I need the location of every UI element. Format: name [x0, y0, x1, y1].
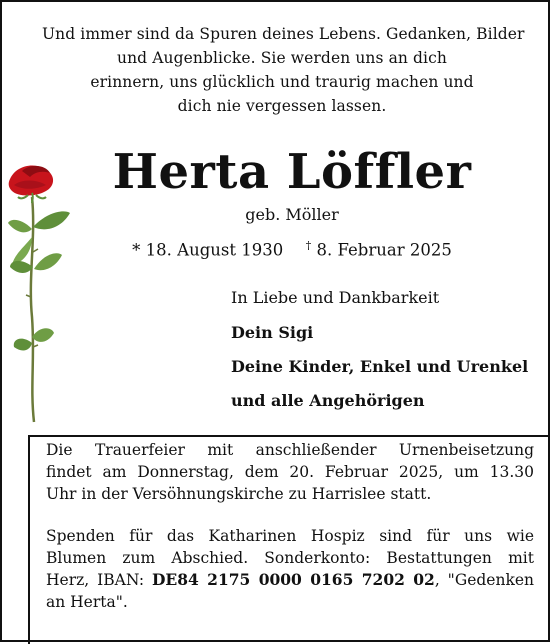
birth-date: 18. August 1930: [145, 240, 284, 260]
deceased-name: Herta Löffler: [112, 144, 472, 200]
iban-label: Herz, IBAN:: [46, 571, 152, 589]
iban-number: DE84 2175 0000 0165 7202 02: [151, 570, 435, 589]
life-dates: [92, 234, 492, 263]
funeral-line: findet am Donnerstag, dem 20. Februar 2025, um 13.30: [46, 463, 534, 481]
poem-line: und Augenblicke. Sie werden uns an dich: [117, 49, 447, 67]
funeral-line: Uhr in der Versöhnungskirche zu Harrislee statt.: [46, 485, 432, 503]
mourner-name: Deine Kinder, Enkel und Urenkel: [231, 357, 529, 376]
memorial-poem: [42, 22, 525, 118]
mourners-block: [231, 287, 531, 423]
donation-line: Blumen zum Abschied. Sonderkonto: Bestattungen mit: [46, 549, 534, 567]
donation-line: an Herta".: [46, 593, 128, 611]
mourner-name: und alle Angehörigen: [231, 391, 425, 410]
poem-line: Und immer sind da Spuren deines Lebens. Gedanken, Bilder: [42, 25, 525, 43]
funeral-info: [46, 439, 534, 505]
mourners-intro: In Liebe und Dankbarkeit: [231, 288, 440, 307]
divider-line: [28, 435, 550, 437]
divider-line-vertical: [28, 435, 30, 644]
donation-reference: , "Gedenken: [434, 571, 534, 589]
birth-name: geb. Möller: [245, 205, 339, 224]
poem-line: erinnern, uns glücklich und traurig machen und: [90, 73, 474, 91]
donation-line: Spenden für das Katharinen Hospiz sind für uns wie: [46, 527, 534, 545]
poem-line: dich nie vergessen lassen.: [177, 97, 387, 115]
birth-symbol: *: [132, 240, 141, 260]
mourner-name: Dein Sigi: [231, 323, 314, 342]
death-date: 8. Februar 2025: [316, 240, 452, 260]
death-cross-icon: †: [305, 239, 312, 252]
donation-line: [46, 569, 534, 591]
rose-icon: [2, 157, 92, 427]
funeral-line: Die Trauerfeier mit anschließender Urnenbeisetzung: [46, 441, 534, 459]
donation-info: [46, 525, 534, 613]
